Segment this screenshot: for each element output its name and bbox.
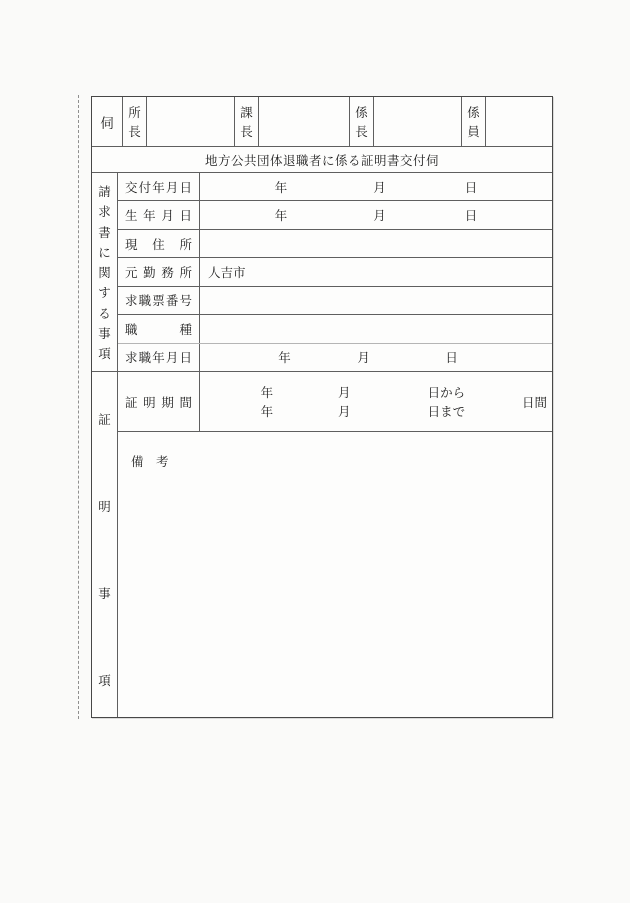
field-row-occupation <box>118 315 552 343</box>
certification-period-row <box>118 372 552 432</box>
unit-day-from: 日から <box>427 386 466 400</box>
field-label-current-address: 現 住 所 <box>118 230 200 257</box>
field-row-birth-date <box>118 201 552 229</box>
field-row-issue-date <box>118 173 552 201</box>
signer-role-section-chief: 課 長 <box>235 97 259 146</box>
unit-month: 月 <box>357 351 370 366</box>
unit-month: 月 <box>338 386 351 400</box>
unit-month: 月 <box>338 405 351 419</box>
unit-day: 日 <box>464 180 478 195</box>
unit-day: 日 <box>464 209 478 224</box>
signer-role-subsection-chief: 係 長 <box>350 97 374 146</box>
certification-section <box>92 372 552 717</box>
form-title: 地方公共団体退職者に係る証明書交付伺 <box>204 153 439 168</box>
field-value-job-ticket-number <box>200 287 552 314</box>
signer-role-director: 所 長 <box>123 97 147 146</box>
stamp-cell-director <box>147 97 235 146</box>
unit-day-to: 日まで <box>427 405 466 419</box>
field-value-former-workplace: 人吉市 <box>208 265 246 280</box>
duration-days-label: 日間 <box>521 395 547 410</box>
stamp-cell-section-chief <box>259 97 350 146</box>
field-value-birth-date <box>200 201 552 228</box>
unit-year: 年 <box>274 209 288 224</box>
field-value-certification-period <box>200 372 552 431</box>
stamp-cell-subsection-chief <box>374 97 462 146</box>
field-label-former-workplace: 元 勤 務 所 <box>118 258 200 285</box>
certification-section-label: 証 明 事 項 <box>92 372 118 717</box>
stamp-cell-staff <box>486 97 552 146</box>
request-section-label: 請 求 書 に 関 す る 事 項 <box>92 173 118 371</box>
field-label-occupation: 職 種 <box>118 315 200 342</box>
field-row-current-address <box>118 230 552 258</box>
field-label-job-seeking-date: 求 職 年 月 日 <box>118 344 200 371</box>
approval-header-row <box>92 97 552 147</box>
unit-day: 日 <box>445 351 458 366</box>
signer-role-staff: 係 員 <box>462 97 486 146</box>
field-value-job-seeking-date <box>200 344 552 371</box>
request-section <box>92 173 552 372</box>
approval-slip-label <box>92 97 123 146</box>
form-title-row <box>92 147 552 173</box>
certificate-request-form <box>91 96 553 718</box>
field-value-issue-date <box>200 173 552 200</box>
unit-month: 月 <box>373 209 386 224</box>
unit-month: 月 <box>373 180 386 195</box>
slip-label-text: 伺 <box>100 115 114 131</box>
unit-year: 年 <box>274 180 288 195</box>
field-row-job-ticket-number <box>118 287 552 315</box>
period-from-line <box>200 383 552 402</box>
remarks-box <box>118 432 552 717</box>
field-label-job-ticket-number: 求 職 票 番 号 <box>118 287 200 314</box>
form-body <box>92 173 552 717</box>
unit-year: 年 <box>260 386 274 400</box>
field-row-former-workplace <box>118 258 552 286</box>
field-label-birth-date: 生 年 月 日 <box>118 201 200 228</box>
request-rows <box>118 173 552 371</box>
remarks-label: 備 考 <box>131 455 169 469</box>
field-label-issue-date: 交 付 年 月 日 <box>118 173 200 200</box>
unit-year: 年 <box>278 351 291 366</box>
field-row-job-seeking-date <box>118 344 552 371</box>
field-label-certification-period: 証 明 期 間 <box>118 372 200 431</box>
period-to-line <box>200 402 552 421</box>
fold-mark-dashed-line <box>78 95 79 719</box>
unit-year: 年 <box>260 405 274 419</box>
field-value-current-address <box>200 230 552 257</box>
certification-rows <box>118 372 552 717</box>
field-value-occupation <box>200 315 552 342</box>
